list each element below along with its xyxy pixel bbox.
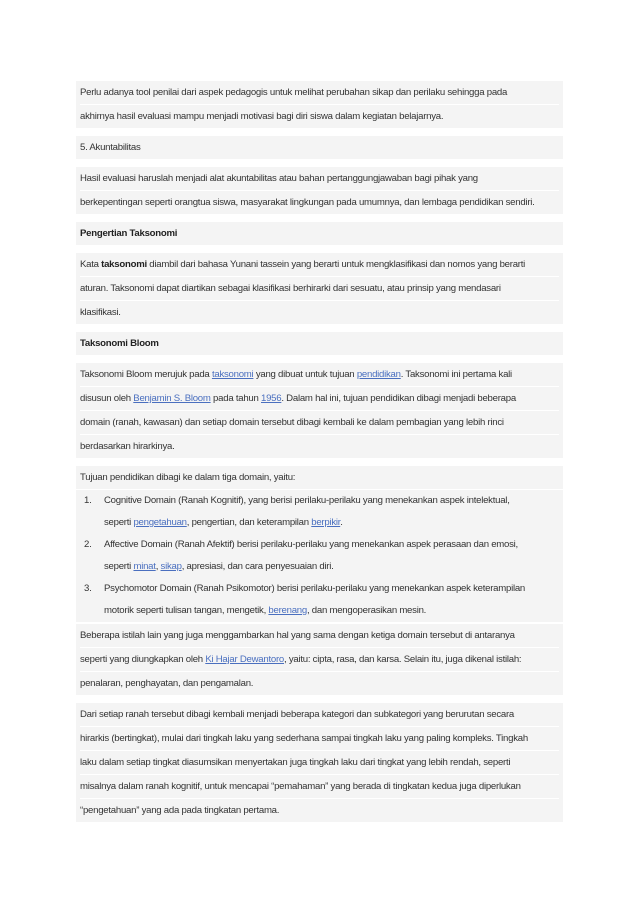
para2-line1: Hasil evaluasi haruslah menjadi alat akuntabilitas atau bahan pertanggungjawaban bagi pihak yang (80, 173, 478, 184)
link-pendidikan[interactable]: pendidikan (356, 369, 401, 380)
para4-line2: disusun oleh Benjamin S. Bloom pada tahun 1956. Dalam hal ini, tujuan pendidikan dibagi menjadi beberapa (80, 386, 559, 410)
para7-line2: hirarkis (bertingkat), mulai dari tingkah laku yang sederhana sampai tingkah laku yang paling kompleks. Tingkah (80, 726, 559, 750)
list-item: 2. Affective Domain (Ranah Afektif) berisi perilaku-perilaku yang menekankan aspek perasaan dan emosi, seperti minat, sikap, apresiasi, dan cara penyesuaian diri. (84, 539, 518, 572)
list-item: 3. Psychomotor Domain (Ranah Psikomotor) berisi perilaku-perilaku yang menekankan aspek keterampilan motorik seperti tulisan tangan, mengetik, berenang, dan mengoperasikan mesin. (84, 583, 526, 616)
link-pengetahuan[interactable]: pengetahuan (133, 517, 187, 528)
list-item: 1. Cognitive Domain (Ranah Kognitif), yang berisi perilaku-perilaku yang menekankan aspek intelektual, seperti pengetahuan, pengertian, dan keterampilan berpikir. (84, 495, 510, 528)
para3-line1: Kata taksonomi diambil dari bahasa Yunani tassein yang berarti untuk mengklasifikasi dan nomos yang berarti (80, 259, 526, 270)
link-benjamin-bloom[interactable]: Benjamin S. Bloom (133, 393, 211, 404)
link-berenang[interactable]: berenang (268, 605, 307, 616)
link-sikap[interactable]: sikap (160, 561, 182, 572)
content-block-lower (76, 624, 563, 822)
para1-line1: Perlu adanya tool penilai dari aspek pedagogis untuk melihat perubahan sikap dan perilaku sehingga pada (80, 87, 508, 98)
para2-line2: berkepentingan seperti orangtua siswa, masyarakat lingkungan pada umumnya, dan lembaga pendidikan sendiri. (80, 190, 559, 214)
para4-line3: domain (ranah, kawasan) dan setiap domain tersebut dibagi kembali ke dalam pembagian yang lebih rinci (80, 410, 559, 434)
link-berpikir[interactable]: berpikir (311, 517, 341, 528)
para3-line2: aturan. Taksonomi dapat diartikan sebagai klasifikasi berhirarki dari sesuatu, atau prinsip yang mendasari (80, 276, 559, 300)
para5-text: Tujuan pendidikan dibagi ke dalam tiga domain, yaitu: (80, 472, 296, 483)
domain-list (76, 490, 563, 622)
heading-pengertian-taksonomi: Pengertian Taksonomi (80, 228, 178, 239)
para6-line2: seperti yang diungkapkan oleh Ki Hajar Dewantoro, yaitu: cipta, rasa, dan karsa. Selain itu, juga dikenal istilah: (80, 647, 559, 671)
heading-akuntabilitas: 5. Akuntabilitas (80, 142, 141, 153)
para6-line1: Beberapa istilah lain yang juga menggambarkan hal yang sama dengan ketiga domain tersebut di antaranya (80, 630, 515, 641)
para6-line3: penalaran, penghayatan, dan pengamalan. (80, 671, 559, 695)
para4-line4: berdasarkan hirarkinya. (80, 434, 559, 458)
link-minat[interactable]: minat (133, 561, 156, 572)
para1-line2: akhirnya hasil evaluasi mampu menjadi motivasi bagi diri siswa dalam kegiatan belajarnya. (80, 104, 559, 128)
para7-line1: Dari setiap ranah tersebut dibagi kembali menjadi beberapa kategori dan subkategori yang berurutan secara (80, 709, 515, 720)
content-block-upper (76, 81, 563, 489)
link-1956[interactable]: 1956 (261, 393, 282, 404)
para7-line3: laku dalam setiap tingkat diasumsikan menyertakan juga tingkah laku dari tingkat yang lebih rendah, seperti (80, 750, 559, 774)
taksonomi-bold: taksonomi (101, 259, 147, 270)
link-taksonomi[interactable]: taksonomi (211, 369, 254, 380)
para3-line3: klasifikasi. (80, 300, 559, 324)
para7-line5: “pengetahuan” yang ada pada tingkatan pertama. (80, 798, 559, 822)
heading-taksonomi-bloom: Taksonomi Bloom (80, 338, 159, 349)
link-ki-hajar-dewantoro[interactable]: Ki Hajar Dewantoro (205, 654, 284, 665)
para4-line1: Taksonomi Bloom merujuk pada taksonomi yang dibuat untuk tujuan pendidikan. Taksonomi ini pertama kali (80, 369, 512, 380)
para7-line4: misalnya dalam ranah kognitif, untuk mencapai “pemahaman” yang berada di tingkatan kedua juga diperlukan (80, 774, 559, 798)
